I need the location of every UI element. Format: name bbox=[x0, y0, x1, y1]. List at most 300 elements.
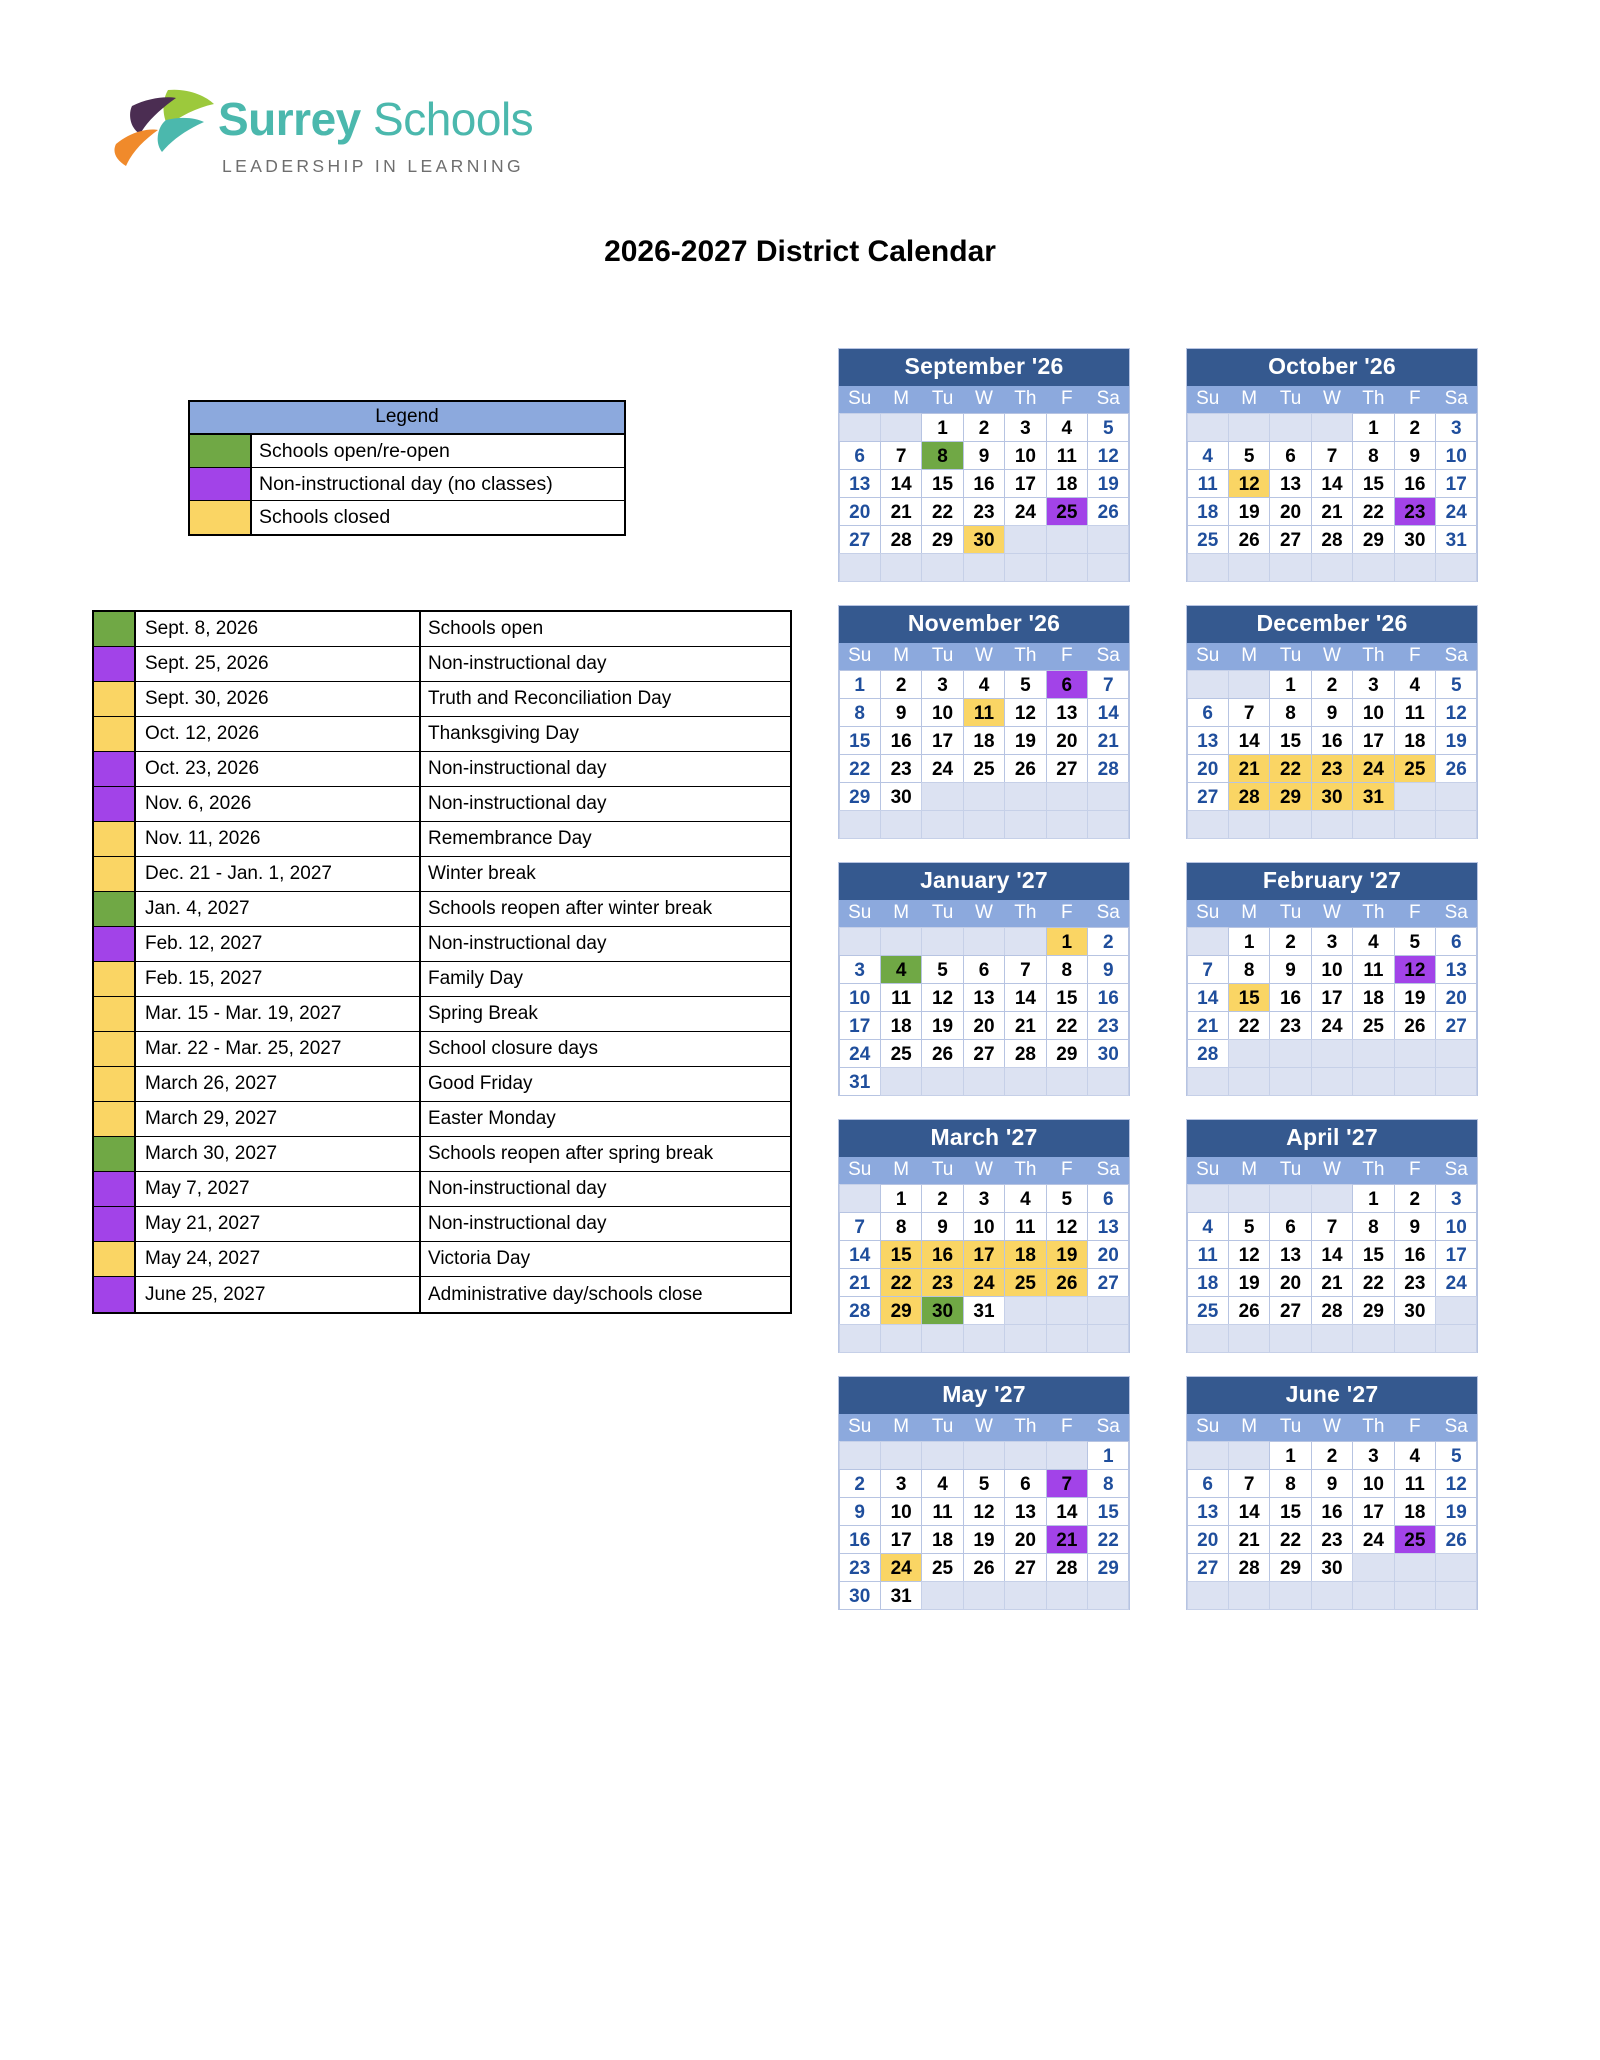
day-cell[interactable]: 12 bbox=[963, 1497, 1005, 1526]
day-cell[interactable]: 4 bbox=[1004, 1184, 1046, 1213]
day-cell[interactable]: 16 bbox=[1394, 469, 1436, 498]
day-cell[interactable]: 5 bbox=[1087, 413, 1129, 442]
day-cell[interactable]: 27 bbox=[1269, 525, 1311, 554]
day-cell[interactable]: 24 bbox=[1435, 1268, 1477, 1297]
day-cell[interactable]: 16 bbox=[963, 469, 1005, 498]
day-cell[interactable]: 11 bbox=[1004, 1212, 1046, 1241]
day-cell[interactable]: 12 bbox=[1046, 1212, 1088, 1241]
day-cell[interactable]: 10 bbox=[880, 1497, 922, 1526]
day-cell[interactable]: 15 bbox=[921, 469, 963, 498]
day-cell[interactable]: 9 bbox=[880, 698, 922, 727]
day-cell[interactable]: 18 bbox=[963, 726, 1005, 755]
day-cell[interactable]: 1 bbox=[921, 413, 963, 442]
day-cell-highlighted[interactable]: 25 bbox=[1394, 754, 1436, 783]
day-cell[interactable]: 5 bbox=[1228, 441, 1270, 470]
day-cell[interactable]: 20 bbox=[1087, 1240, 1129, 1269]
day-cell-highlighted[interactable]: 24 bbox=[880, 1553, 922, 1582]
day-cell[interactable]: 30 bbox=[1087, 1039, 1129, 1068]
day-cell[interactable]: 17 bbox=[1352, 1497, 1394, 1526]
day-cell[interactable]: 15 bbox=[1269, 1497, 1311, 1526]
day-cell-highlighted[interactable]: 7 bbox=[1046, 1469, 1088, 1498]
day-cell[interactable]: 19 bbox=[963, 1525, 1005, 1554]
day-cell[interactable]: 21 bbox=[1228, 1525, 1270, 1554]
day-cell[interactable]: 24 bbox=[839, 1039, 881, 1068]
day-cell[interactable]: 10 bbox=[1311, 955, 1353, 984]
day-cell[interactable]: 8 bbox=[1087, 1469, 1129, 1498]
day-cell[interactable]: 13 bbox=[839, 469, 881, 498]
day-cell[interactable]: 19 bbox=[1087, 469, 1129, 498]
day-cell[interactable]: 27 bbox=[1269, 1296, 1311, 1325]
day-cell[interactable]: 5 bbox=[921, 955, 963, 984]
day-cell[interactable]: 16 bbox=[1269, 983, 1311, 1012]
day-cell[interactable]: 21 bbox=[880, 497, 922, 526]
day-cell[interactable]: 5 bbox=[1228, 1212, 1270, 1241]
day-cell[interactable]: 15 bbox=[1087, 1497, 1129, 1526]
day-cell-highlighted[interactable]: 24 bbox=[963, 1268, 1005, 1297]
day-cell[interactable]: 20 bbox=[1435, 983, 1477, 1012]
day-cell[interactable]: 16 bbox=[1394, 1240, 1436, 1269]
day-cell[interactable]: 25 bbox=[921, 1553, 963, 1582]
day-cell-highlighted[interactable]: 1 bbox=[1046, 927, 1088, 956]
day-cell[interactable]: 26 bbox=[1435, 754, 1477, 783]
day-cell-highlighted[interactable]: 29 bbox=[880, 1296, 922, 1325]
day-cell[interactable]: 11 bbox=[1187, 469, 1229, 498]
day-cell[interactable]: 28 bbox=[1087, 754, 1129, 783]
day-cell[interactable]: 3 bbox=[839, 955, 881, 984]
day-cell[interactable]: 20 bbox=[1269, 497, 1311, 526]
day-cell[interactable]: 11 bbox=[1046, 441, 1088, 470]
day-cell[interactable]: 8 bbox=[1269, 698, 1311, 727]
day-cell[interactable]: 7 bbox=[839, 1212, 881, 1241]
day-cell[interactable]: 28 bbox=[1187, 1039, 1229, 1068]
day-cell[interactable]: 21 bbox=[1087, 726, 1129, 755]
day-cell[interactable]: 18 bbox=[921, 1525, 963, 1554]
day-cell[interactable]: 11 bbox=[1394, 698, 1436, 727]
day-cell-highlighted[interactable]: 23 bbox=[1311, 754, 1353, 783]
day-cell[interactable]: 2 bbox=[921, 1184, 963, 1213]
day-cell[interactable]: 11 bbox=[880, 983, 922, 1012]
day-cell-highlighted[interactable]: 6 bbox=[1046, 670, 1088, 699]
day-cell[interactable]: 8 bbox=[1269, 1469, 1311, 1498]
day-cell[interactable]: 12 bbox=[1435, 698, 1477, 727]
day-cell-highlighted[interactable]: 24 bbox=[1352, 754, 1394, 783]
day-cell[interactable]: 9 bbox=[1311, 698, 1353, 727]
day-cell[interactable]: 11 bbox=[1187, 1240, 1229, 1269]
day-cell[interactable]: 21 bbox=[839, 1268, 881, 1297]
day-cell[interactable]: 20 bbox=[1004, 1525, 1046, 1554]
day-cell[interactable]: 3 bbox=[1311, 927, 1353, 956]
day-cell[interactable]: 10 bbox=[1435, 1212, 1477, 1241]
day-cell[interactable]: 7 bbox=[880, 441, 922, 470]
day-cell[interactable]: 20 bbox=[963, 1011, 1005, 1040]
day-cell[interactable]: 27 bbox=[839, 525, 881, 554]
day-cell[interactable]: 2 bbox=[1394, 1184, 1436, 1213]
day-cell[interactable]: 30 bbox=[839, 1581, 881, 1610]
day-cell[interactable]: 26 bbox=[1228, 1296, 1270, 1325]
day-cell[interactable]: 27 bbox=[1087, 1268, 1129, 1297]
day-cell[interactable]: 19 bbox=[1435, 1497, 1477, 1526]
day-cell-highlighted[interactable]: 21 bbox=[1046, 1525, 1088, 1554]
day-cell[interactable]: 30 bbox=[880, 782, 922, 811]
day-cell[interactable]: 15 bbox=[1046, 983, 1088, 1012]
day-cell[interactable]: 5 bbox=[1004, 670, 1046, 699]
day-cell[interactable]: 3 bbox=[1004, 413, 1046, 442]
day-cell[interactable]: 18 bbox=[1187, 1268, 1229, 1297]
day-cell[interactable]: 16 bbox=[1087, 983, 1129, 1012]
day-cell-highlighted[interactable]: 22 bbox=[1269, 754, 1311, 783]
day-cell[interactable]: 6 bbox=[839, 441, 881, 470]
day-cell[interactable]: 15 bbox=[1352, 469, 1394, 498]
day-cell[interactable]: 13 bbox=[1087, 1212, 1129, 1241]
day-cell[interactable]: 8 bbox=[1352, 441, 1394, 470]
day-cell[interactable]: 7 bbox=[1311, 441, 1353, 470]
day-cell[interactable]: 3 bbox=[1352, 1441, 1394, 1470]
day-cell[interactable]: 9 bbox=[839, 1497, 881, 1526]
day-cell[interactable]: 6 bbox=[1269, 441, 1311, 470]
day-cell[interactable]: 31 bbox=[839, 1067, 881, 1096]
day-cell[interactable]: 24 bbox=[1352, 1525, 1394, 1554]
day-cell[interactable]: 7 bbox=[1187, 955, 1229, 984]
day-cell[interactable]: 28 bbox=[1046, 1553, 1088, 1582]
day-cell-highlighted[interactable]: 11 bbox=[963, 698, 1005, 727]
day-cell[interactable]: 2 bbox=[880, 670, 922, 699]
day-cell[interactable]: 4 bbox=[1187, 441, 1229, 470]
day-cell-highlighted[interactable]: 30 bbox=[1311, 782, 1353, 811]
day-cell[interactable]: 13 bbox=[1269, 1240, 1311, 1269]
day-cell[interactable]: 6 bbox=[1004, 1469, 1046, 1498]
day-cell-highlighted[interactable]: 8 bbox=[921, 441, 963, 470]
day-cell[interactable]: 3 bbox=[1435, 1184, 1477, 1213]
day-cell[interactable]: 26 bbox=[1394, 1011, 1436, 1040]
day-cell[interactable]: 10 bbox=[921, 698, 963, 727]
day-cell-highlighted[interactable]: 17 bbox=[963, 1240, 1005, 1269]
day-cell[interactable]: 16 bbox=[1311, 1497, 1353, 1526]
day-cell[interactable]: 26 bbox=[1004, 754, 1046, 783]
day-cell[interactable]: 25 bbox=[963, 754, 1005, 783]
day-cell[interactable]: 14 bbox=[839, 1240, 881, 1269]
day-cell[interactable]: 4 bbox=[1046, 413, 1088, 442]
day-cell-highlighted[interactable]: 15 bbox=[1228, 983, 1270, 1012]
day-cell[interactable]: 29 bbox=[1087, 1553, 1129, 1582]
day-cell[interactable]: 5 bbox=[1046, 1184, 1088, 1213]
day-cell[interactable]: 4 bbox=[1187, 1212, 1229, 1241]
day-cell[interactable]: 29 bbox=[1046, 1039, 1088, 1068]
day-cell-highlighted[interactable]: 19 bbox=[1046, 1240, 1088, 1269]
day-cell[interactable]: 3 bbox=[921, 670, 963, 699]
day-cell[interactable]: 11 bbox=[1352, 955, 1394, 984]
day-cell[interactable]: 28 bbox=[1311, 1296, 1353, 1325]
day-cell[interactable]: 13 bbox=[963, 983, 1005, 1012]
day-cell[interactable]: 21 bbox=[1004, 1011, 1046, 1040]
day-cell[interactable]: 9 bbox=[1394, 1212, 1436, 1241]
day-cell[interactable]: 18 bbox=[1394, 1497, 1436, 1526]
day-cell[interactable]: 17 bbox=[839, 1011, 881, 1040]
day-cell[interactable]: 19 bbox=[1394, 983, 1436, 1012]
day-cell[interactable]: 12 bbox=[1004, 698, 1046, 727]
day-cell[interactable]: 2 bbox=[1269, 927, 1311, 956]
day-cell[interactable]: 6 bbox=[963, 955, 1005, 984]
day-cell[interactable]: 10 bbox=[1352, 698, 1394, 727]
day-cell[interactable]: 17 bbox=[1435, 469, 1477, 498]
day-cell[interactable]: 8 bbox=[1352, 1212, 1394, 1241]
day-cell[interactable]: 23 bbox=[1394, 1268, 1436, 1297]
day-cell[interactable]: 18 bbox=[1352, 983, 1394, 1012]
day-cell[interactable]: 9 bbox=[921, 1212, 963, 1241]
day-cell[interactable]: 12 bbox=[921, 983, 963, 1012]
day-cell[interactable]: 23 bbox=[839, 1553, 881, 1582]
day-cell[interactable]: 1 bbox=[1352, 1184, 1394, 1213]
day-cell[interactable]: 27 bbox=[1004, 1553, 1046, 1582]
day-cell-highlighted[interactable]: 31 bbox=[1352, 782, 1394, 811]
day-cell[interactable]: 31 bbox=[880, 1581, 922, 1610]
day-cell[interactable]: 5 bbox=[1394, 927, 1436, 956]
day-cell[interactable]: 2 bbox=[839, 1469, 881, 1498]
day-cell[interactable]: 29 bbox=[921, 525, 963, 554]
day-cell-highlighted[interactable]: 12 bbox=[1228, 469, 1270, 498]
day-cell[interactable]: 9 bbox=[1087, 955, 1129, 984]
day-cell[interactable]: 22 bbox=[839, 754, 881, 783]
day-cell[interactable]: 31 bbox=[963, 1296, 1005, 1325]
day-cell[interactable]: 30 bbox=[1394, 525, 1436, 554]
day-cell-highlighted[interactable]: 21 bbox=[1228, 754, 1270, 783]
day-cell[interactable]: 1 bbox=[880, 1184, 922, 1213]
day-cell[interactable]: 3 bbox=[963, 1184, 1005, 1213]
day-cell[interactable]: 22 bbox=[1269, 1525, 1311, 1554]
day-cell[interactable]: 27 bbox=[1187, 1553, 1229, 1582]
day-cell[interactable]: 18 bbox=[1187, 497, 1229, 526]
day-cell[interactable]: 22 bbox=[1352, 497, 1394, 526]
day-cell[interactable]: 14 bbox=[1228, 726, 1270, 755]
day-cell[interactable]: 22 bbox=[1352, 1268, 1394, 1297]
day-cell[interactable]: 13 bbox=[1004, 1497, 1046, 1526]
day-cell[interactable]: 9 bbox=[1394, 441, 1436, 470]
day-cell[interactable]: 7 bbox=[1228, 698, 1270, 727]
day-cell[interactable]: 10 bbox=[1352, 1469, 1394, 1498]
day-cell[interactable]: 20 bbox=[1046, 726, 1088, 755]
day-cell[interactable]: 22 bbox=[1087, 1525, 1129, 1554]
day-cell[interactable]: 20 bbox=[1187, 1525, 1229, 1554]
day-cell[interactable]: 2 bbox=[1311, 1441, 1353, 1470]
day-cell[interactable]: 16 bbox=[880, 726, 922, 755]
day-cell[interactable]: 12 bbox=[1435, 1469, 1477, 1498]
day-cell[interactable]: 27 bbox=[1435, 1011, 1477, 1040]
day-cell[interactable]: 4 bbox=[963, 670, 1005, 699]
day-cell[interactable]: 10 bbox=[963, 1212, 1005, 1241]
day-cell[interactable]: 9 bbox=[1269, 955, 1311, 984]
day-cell[interactable]: 8 bbox=[1046, 955, 1088, 984]
day-cell[interactable]: 5 bbox=[963, 1469, 1005, 1498]
day-cell[interactable]: 2 bbox=[963, 413, 1005, 442]
day-cell[interactable]: 27 bbox=[1046, 754, 1088, 783]
day-cell[interactable]: 4 bbox=[1394, 1441, 1436, 1470]
day-cell[interactable]: 7 bbox=[1004, 955, 1046, 984]
day-cell[interactable]: 24 bbox=[1004, 497, 1046, 526]
day-cell[interactable]: 13 bbox=[1435, 955, 1477, 984]
day-cell-highlighted[interactable]: 28 bbox=[1228, 782, 1270, 811]
day-cell-highlighted[interactable]: 16 bbox=[921, 1240, 963, 1269]
day-cell[interactable]: 25 bbox=[880, 1039, 922, 1068]
day-cell[interactable]: 14 bbox=[1046, 1497, 1088, 1526]
day-cell[interactable]: 17 bbox=[1004, 469, 1046, 498]
day-cell[interactable]: 21 bbox=[1187, 1011, 1229, 1040]
day-cell[interactable]: 15 bbox=[839, 726, 881, 755]
day-cell[interactable]: 3 bbox=[880, 1469, 922, 1498]
day-cell[interactable]: 30 bbox=[1311, 1553, 1353, 1582]
day-cell[interactable]: 29 bbox=[1352, 1296, 1394, 1325]
day-cell[interactable]: 28 bbox=[1311, 525, 1353, 554]
day-cell[interactable]: 9 bbox=[1311, 1469, 1353, 1498]
day-cell[interactable]: 18 bbox=[1046, 469, 1088, 498]
day-cell[interactable]: 27 bbox=[1187, 782, 1229, 811]
day-cell-highlighted[interactable]: 4 bbox=[880, 955, 922, 984]
day-cell[interactable]: 18 bbox=[880, 1011, 922, 1040]
day-cell[interactable]: 1 bbox=[839, 670, 881, 699]
day-cell[interactable]: 16 bbox=[1311, 726, 1353, 755]
day-cell[interactable]: 17 bbox=[1435, 1240, 1477, 1269]
day-cell[interactable]: 22 bbox=[1228, 1011, 1270, 1040]
day-cell[interactable]: 14 bbox=[880, 469, 922, 498]
day-cell-highlighted[interactable]: 23 bbox=[1394, 497, 1436, 526]
day-cell[interactable]: 14 bbox=[1228, 1497, 1270, 1526]
day-cell[interactable]: 20 bbox=[1269, 1268, 1311, 1297]
day-cell[interactable]: 23 bbox=[1269, 1011, 1311, 1040]
day-cell[interactable]: 8 bbox=[839, 698, 881, 727]
day-cell-highlighted[interactable]: 25 bbox=[1046, 497, 1088, 526]
day-cell[interactable]: 1 bbox=[1087, 1441, 1129, 1470]
day-cell[interactable]: 14 bbox=[1004, 983, 1046, 1012]
day-cell[interactable]: 4 bbox=[921, 1469, 963, 1498]
day-cell[interactable]: 26 bbox=[1435, 1525, 1477, 1554]
day-cell[interactable]: 7 bbox=[1087, 670, 1129, 699]
day-cell[interactable]: 22 bbox=[1046, 1011, 1088, 1040]
day-cell[interactable]: 20 bbox=[839, 497, 881, 526]
day-cell[interactable]: 23 bbox=[1311, 1525, 1353, 1554]
day-cell[interactable]: 13 bbox=[1269, 469, 1311, 498]
day-cell[interactable]: 21 bbox=[1311, 1268, 1353, 1297]
day-cell[interactable]: 1 bbox=[1228, 927, 1270, 956]
day-cell[interactable]: 10 bbox=[839, 983, 881, 1012]
day-cell[interactable]: 14 bbox=[1311, 1240, 1353, 1269]
day-cell[interactable]: 17 bbox=[1352, 726, 1394, 755]
day-cell-highlighted[interactable]: 25 bbox=[1004, 1268, 1046, 1297]
day-cell[interactable]: 17 bbox=[1311, 983, 1353, 1012]
day-cell[interactable]: 31 bbox=[1435, 525, 1477, 554]
day-cell[interactable]: 6 bbox=[1269, 1212, 1311, 1241]
day-cell[interactable]: 1 bbox=[1269, 1441, 1311, 1470]
day-cell[interactable]: 12 bbox=[1087, 441, 1129, 470]
day-cell[interactable]: 6 bbox=[1187, 698, 1229, 727]
day-cell[interactable]: 22 bbox=[921, 497, 963, 526]
day-cell[interactable]: 6 bbox=[1187, 1469, 1229, 1498]
day-cell[interactable]: 17 bbox=[880, 1525, 922, 1554]
day-cell[interactable]: 13 bbox=[1187, 726, 1229, 755]
day-cell[interactable]: 28 bbox=[880, 525, 922, 554]
day-cell[interactable]: 7 bbox=[1311, 1212, 1353, 1241]
day-cell[interactable]: 26 bbox=[921, 1039, 963, 1068]
day-cell[interactable]: 7 bbox=[1228, 1469, 1270, 1498]
day-cell[interactable]: 25 bbox=[1187, 525, 1229, 554]
day-cell-highlighted[interactable]: 30 bbox=[963, 525, 1005, 554]
day-cell[interactable]: 24 bbox=[1435, 497, 1477, 526]
day-cell[interactable]: 21 bbox=[1311, 497, 1353, 526]
day-cell[interactable]: 19 bbox=[1228, 1268, 1270, 1297]
day-cell[interactable]: 10 bbox=[1004, 441, 1046, 470]
day-cell[interactable]: 11 bbox=[921, 1497, 963, 1526]
day-cell[interactable]: 10 bbox=[1435, 441, 1477, 470]
day-cell[interactable]: 2 bbox=[1394, 413, 1436, 442]
day-cell[interactable]: 5 bbox=[1435, 670, 1477, 699]
day-cell-highlighted[interactable]: 18 bbox=[1004, 1240, 1046, 1269]
day-cell[interactable]: 12 bbox=[1228, 1240, 1270, 1269]
day-cell[interactable]: 19 bbox=[921, 1011, 963, 1040]
day-cell[interactable]: 30 bbox=[1394, 1296, 1436, 1325]
day-cell[interactable]: 17 bbox=[921, 726, 963, 755]
day-cell[interactable]: 5 bbox=[1435, 1441, 1477, 1470]
day-cell[interactable]: 29 bbox=[1352, 525, 1394, 554]
day-cell[interactable]: 26 bbox=[1087, 497, 1129, 526]
day-cell-highlighted[interactable]: 29 bbox=[1269, 782, 1311, 811]
day-cell[interactable]: 26 bbox=[1228, 525, 1270, 554]
day-cell[interactable]: 2 bbox=[1311, 670, 1353, 699]
day-cell[interactable]: 26 bbox=[963, 1553, 1005, 1582]
day-cell[interactable]: 8 bbox=[1228, 955, 1270, 984]
day-cell[interactable]: 6 bbox=[1087, 1184, 1129, 1213]
day-cell[interactable]: 28 bbox=[1228, 1553, 1270, 1582]
day-cell[interactable]: 1 bbox=[1352, 413, 1394, 442]
day-cell[interactable]: 25 bbox=[1187, 1296, 1229, 1325]
day-cell[interactable]: 1 bbox=[1269, 670, 1311, 699]
day-cell[interactable]: 23 bbox=[963, 497, 1005, 526]
day-cell[interactable]: 15 bbox=[1352, 1240, 1394, 1269]
day-cell[interactable]: 29 bbox=[839, 782, 881, 811]
day-cell[interactable]: 13 bbox=[1046, 698, 1088, 727]
day-cell-highlighted[interactable]: 12 bbox=[1394, 955, 1436, 984]
day-cell-highlighted[interactable]: 26 bbox=[1046, 1268, 1088, 1297]
day-cell[interactable]: 11 bbox=[1394, 1469, 1436, 1498]
day-cell-highlighted[interactable]: 22 bbox=[880, 1268, 922, 1297]
day-cell[interactable]: 29 bbox=[1269, 1553, 1311, 1582]
day-cell[interactable]: 27 bbox=[963, 1039, 1005, 1068]
day-cell-highlighted[interactable]: 25 bbox=[1394, 1525, 1436, 1554]
day-cell[interactable]: 2 bbox=[1087, 927, 1129, 956]
day-cell[interactable]: 20 bbox=[1187, 754, 1229, 783]
day-cell[interactable]: 9 bbox=[963, 441, 1005, 470]
day-cell[interactable]: 24 bbox=[921, 754, 963, 783]
day-cell[interactable]: 23 bbox=[880, 754, 922, 783]
day-cell[interactable]: 4 bbox=[1394, 670, 1436, 699]
day-cell[interactable]: 25 bbox=[1352, 1011, 1394, 1040]
day-cell[interactable]: 19 bbox=[1004, 726, 1046, 755]
day-cell[interactable]: 28 bbox=[839, 1296, 881, 1325]
day-cell[interactable]: 3 bbox=[1352, 670, 1394, 699]
day-cell-highlighted[interactable]: 23 bbox=[921, 1268, 963, 1297]
day-cell[interactable]: 14 bbox=[1087, 698, 1129, 727]
day-cell[interactable]: 18 bbox=[1394, 726, 1436, 755]
day-cell[interactable]: 24 bbox=[1311, 1011, 1353, 1040]
day-cell[interactable]: 28 bbox=[1004, 1039, 1046, 1068]
day-cell[interactable]: 8 bbox=[880, 1212, 922, 1241]
day-cell[interactable]: 16 bbox=[839, 1525, 881, 1554]
day-cell-highlighted[interactable]: 15 bbox=[880, 1240, 922, 1269]
day-cell-highlighted[interactable]: 30 bbox=[921, 1296, 963, 1325]
day-cell[interactable]: 14 bbox=[1187, 983, 1229, 1012]
day-cell[interactable]: 15 bbox=[1269, 726, 1311, 755]
day-cell[interactable]: 3 bbox=[1435, 413, 1477, 442]
day-cell[interactable]: 14 bbox=[1311, 469, 1353, 498]
day-cell[interactable]: 4 bbox=[1352, 927, 1394, 956]
day-cell[interactable]: 13 bbox=[1187, 1497, 1229, 1526]
day-cell[interactable]: 19 bbox=[1228, 497, 1270, 526]
